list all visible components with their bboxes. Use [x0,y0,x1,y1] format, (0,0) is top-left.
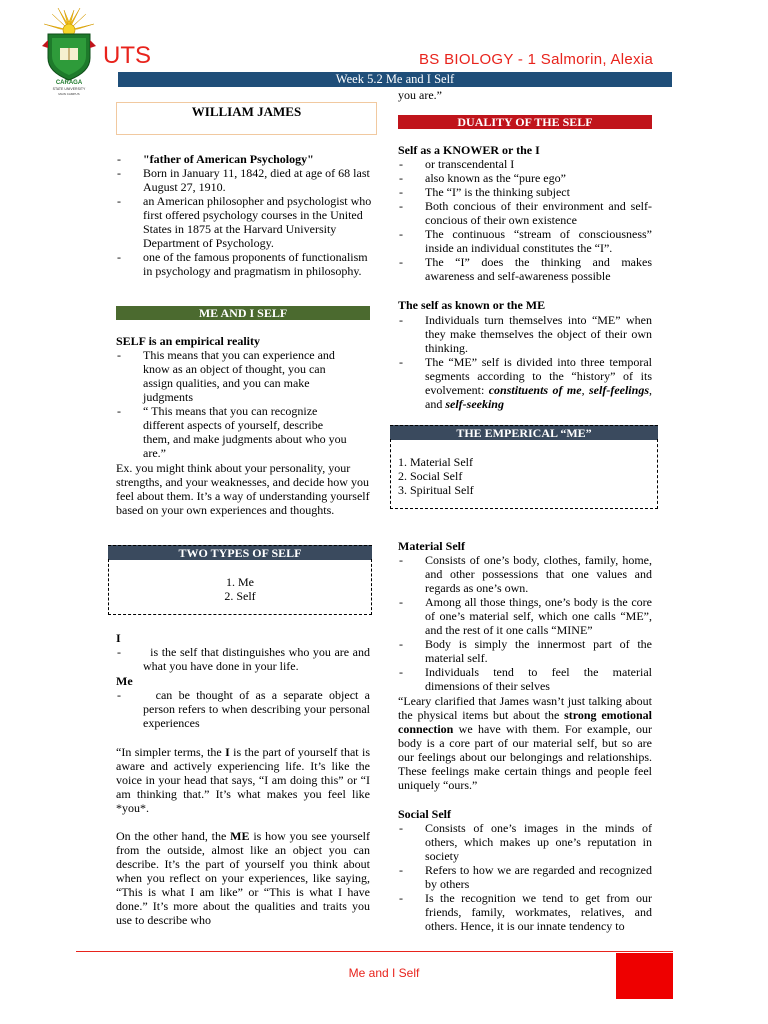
university-logo [40,8,98,98]
list-item: - Individuals tend to feel the material dimensions of their selves [398,665,652,693]
knower-heading: Self as a KNOWER or the I [398,143,540,157]
list-item: - The “ME” self is divided into three temporal segments according to the “history” of its evolvement: constituents of me, self-feelings, and self-seeking [398,355,652,411]
list-item: 3. Spiritual Self [398,483,474,497]
list-item: - The “I” is the thinking subject [398,185,652,199]
list-item: - Born in January 11, 1842, died at age of 68 last August 27, 1910. [116,166,372,194]
simpler-terms-paragraph: “In simpler terms, the I is the part of yourself that is aware and actively experiencing life. It’s like the voice in your head that says, “I am doing this” or “I am thinking that.” It’s what makes you feel like *you*. [116,745,370,815]
list-item: 1. Material Self [398,455,473,469]
knower-list [398,157,652,283]
list-item: - Individuals turn themselves into “ME” when they make themselves the object of their own thinking. [398,313,652,355]
two-types-list [108,575,372,603]
material-self-heading: Material Self [398,539,465,553]
list-item: - Consists of one’s images in the minds of others, which makes up one’s reputation in society [398,821,652,863]
list-item: - The continuous “stream of consciousness” inside an individual constitutes the “I”. [398,227,652,255]
self-empirical-heading: SELF is an empirical reality [116,334,260,348]
section-band-two-types: TWO TYPES OF SELF [108,545,372,560]
known-list [398,313,652,411]
list-item: - Among all those things, one’s body is the core of one’s material self, which one calls “ME”, and the rest of it one calls “MINE” [398,595,652,637]
list-item: - Is the recognition we tend to get from our friends, family, workmates, relatives, and others. Hence, it is our innate tendency to [398,891,652,933]
material-self-list [398,553,652,693]
other-hand-paragraph: On the other hand, the ME is how you see yourself from the outside, almost like an object you can describe. It’s the part of yourself you think about when you reflect on your experiences, like saying, “This is what I am like” or “This is what I have done.” It’s more about the qualities and traits you use to describe who [116,829,370,927]
leary-paragraph: “Leary clarified that James wasn’t just talking about the physical items but about the strong emotional connection we have with them. For example, our body is a core part of our material self, but so are our feelings about our belongings and relationships. These feelings make certain things and people feel uniquely “ours.” [398,694,652,792]
me-definition [116,688,374,730]
list-item: - The “I” does the thinking and makes awareness and self-awareness possible [398,255,652,283]
list-item: - This means that you can experience and know as an object of thought, you can assign qualities, and you can make judgments [116,348,352,404]
list-item: - or transcendental I [398,157,652,171]
list-item: 1. Me [226,575,254,589]
social-self-list [398,821,652,933]
list-item: - an American philosopher and psychologist who first offered psychology courses in the United States in 1875 at the Harvard University Department of Psychology. [116,194,372,250]
self-empirical-list [116,348,352,460]
footer-title: Me and I Self [348,966,420,980]
i-heading: I [116,631,121,645]
example-paragraph: Ex. you might think about your personality, your strengths, and your weaknesses, and decide how you feel about them. It’s a way of understanding yourself based on your own experiences and thoughts. [116,461,370,517]
list-item: 2. Self [224,589,256,603]
known-heading: The self as known or the ME [398,298,546,312]
list-item: - Both concious of their environment and self-concious of their own existence [398,199,652,227]
me-heading: Me [116,674,133,688]
i-definition [116,645,373,673]
william-james-title: WILLIAM JAMES [191,104,302,119]
footer-color-block [616,953,673,999]
list-item: - also known as the “pure ego” [398,171,652,185]
list-item: - “ This means that you can recognize different aspects of yourself, describe them, and make judgments about who you are.” [116,404,352,460]
section-band-emperical-me: THE EMPERICAL “ME” [390,425,658,440]
list-item: - Consists of one’s body, clothes, family, home, and other possessions that one values and regards as one’s own. [398,553,652,595]
list-item: 2. Social Self [398,469,463,483]
list-item: - "father of American Psychology" [116,152,372,166]
week-title-bar: Week 5.2 Me and I Self [118,72,672,87]
section-band-me-and-i-self: ME AND I SELF [116,306,370,320]
continued-text: you are.” [398,88,442,102]
list-item: - Body is simply the innermost part of the material self. [398,637,652,665]
section-band-duality: DUALITY OF THE SELF [398,115,652,129]
logo-caption-3: MAIN CAMPUS [58,92,80,96]
logo-caption-1: CARAGA [55,80,83,86]
list-item: - Refers to how we are regarded and recognized by others [398,863,652,891]
list-item: - can be thought of as a separate object a person refers to when describing your personal experiences [116,688,370,730]
list-item: - is the self that distinguishes who you are and what you have done in your life. [116,645,370,673]
course-and-student: BS BIOLOGY - 1 Salmorin, Alexia [419,51,654,68]
social-self-heading: Social Self [398,807,451,821]
footer-rule [76,951,673,952]
logo-caption-2: STATE UNIVERSITY [52,87,86,91]
emperical-me-list [398,455,648,497]
list-item: - one of the famous proponents of functionalism in psychology and pragmatism in philosophy. [116,250,372,278]
william-james-facts [116,152,372,278]
brand-title: UTS [103,42,151,69]
